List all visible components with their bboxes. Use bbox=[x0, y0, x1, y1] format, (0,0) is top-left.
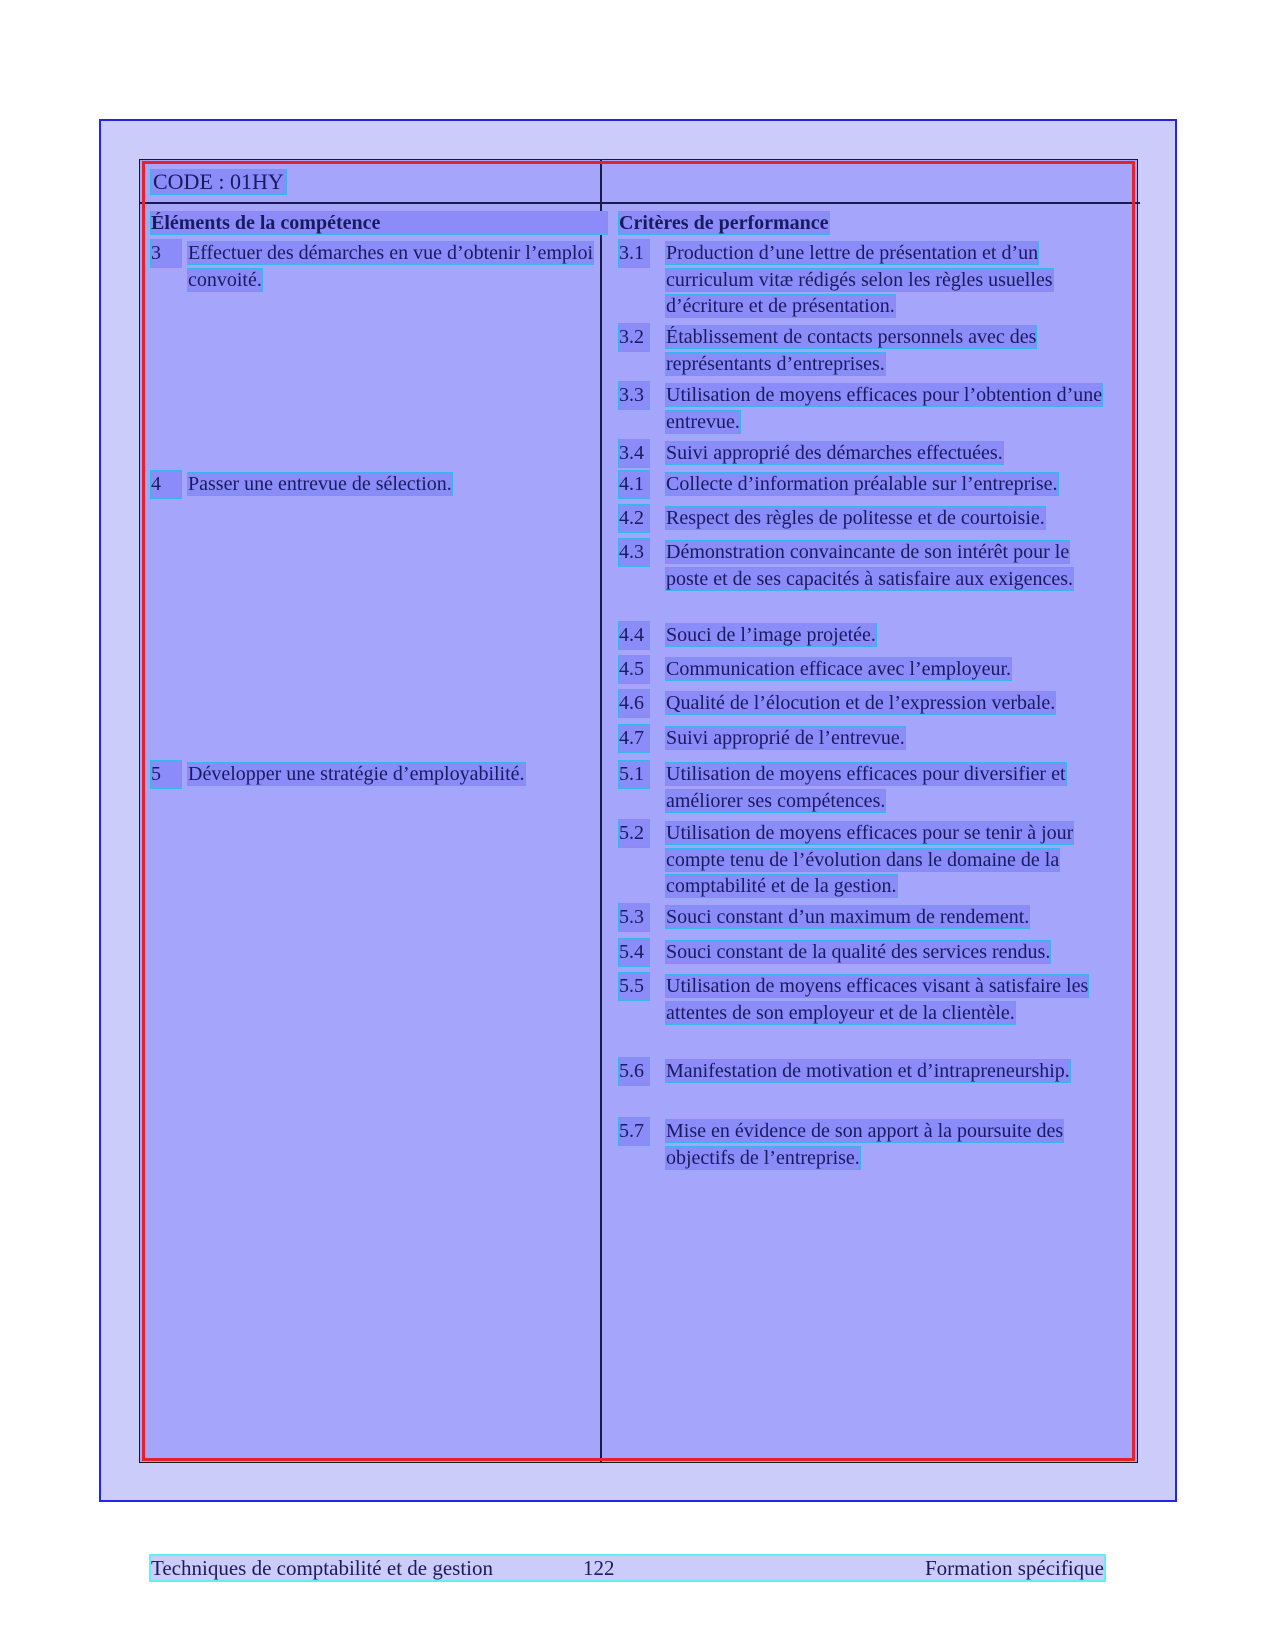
criterion-number: 3.1 bbox=[619, 240, 649, 267]
criterion-item bbox=[619, 725, 1116, 752]
criterion-text: Suivi approprié des démarches effectuées. bbox=[666, 442, 1003, 464]
element-text: Effectuer des démarches en vue d’obtenir l’emploi convoité. bbox=[188, 242, 594, 291]
criterion-number: 4.5 bbox=[619, 656, 649, 683]
criterion-number: 3.3 bbox=[619, 382, 649, 409]
criterion-text: Production d’une lettre de présentation et d’un curriculum vitæ rédigés selon les règles usuelles d’écriture et de présentation. bbox=[666, 242, 1053, 317]
competency-code: CODE : 01HY bbox=[153, 169, 284, 194]
criterion-number: 4.6 bbox=[619, 690, 649, 717]
element-item bbox=[151, 471, 606, 498]
criterion-number: 4.4 bbox=[619, 622, 649, 649]
criterion-number: 5.3 bbox=[619, 904, 649, 931]
criterion-text: Utilisation de moyens efficaces visant à satisfaire les attentes de son employeur et de la clientèle. bbox=[666, 975, 1089, 1024]
criterion-item bbox=[619, 904, 1116, 931]
criterion-text: Souci constant d’un maximum de rendement. bbox=[666, 906, 1030, 928]
criterion-number: 3.4 bbox=[619, 440, 649, 467]
criterion-number: 5.5 bbox=[619, 973, 649, 1000]
criterion-number: 5.4 bbox=[619, 939, 649, 966]
criterion-text: Manifestation de motivation et d’intrapreneurship. bbox=[666, 1060, 1070, 1082]
element-number: 4 bbox=[151, 471, 181, 498]
criterion-number: 5.2 bbox=[619, 820, 649, 847]
element-number: 5 bbox=[151, 761, 181, 788]
element-text: Développer une stratégie d’employabilité. bbox=[188, 763, 525, 785]
criterion-number: 4.3 bbox=[619, 539, 649, 566]
criterion-number: 5.1 bbox=[619, 761, 649, 788]
element-number: 3 bbox=[151, 240, 181, 267]
criterion-item bbox=[619, 622, 1116, 649]
footer-program: Techniques de comptabilité et de gestion bbox=[151, 1556, 494, 1580]
criterion-item bbox=[619, 656, 1116, 683]
criterion-item bbox=[619, 471, 1116, 498]
element-text: Passer une entrevue de sélection. bbox=[188, 473, 452, 495]
criterion-text: Utilisation de moyens efficaces pour diversifier et améliorer ses compétences. bbox=[666, 763, 1066, 812]
criterion-item bbox=[619, 820, 1116, 900]
criterion-item bbox=[619, 240, 1116, 320]
element-item bbox=[151, 761, 606, 788]
criterion-item bbox=[619, 505, 1116, 532]
criterion-text: Qualité de l’élocution et de l’expression verbale. bbox=[666, 692, 1056, 714]
footer-section: Formation spécifique bbox=[924, 1556, 1104, 1580]
criterion-number: 4.7 bbox=[619, 725, 649, 752]
criterion-text: Mise en évidence de son apport à la poursuite des objectifs de l’entreprise. bbox=[666, 1120, 1064, 1169]
page-footer bbox=[151, 1556, 1104, 1580]
criteria-header: Critères de performance bbox=[619, 212, 829, 234]
criterion-item bbox=[619, 324, 1116, 377]
elements-header: Éléments de la compétence bbox=[151, 212, 607, 234]
criterion-text: Communication efficace avec l’employeur. bbox=[666, 658, 1012, 680]
criterion-item bbox=[619, 1118, 1116, 1171]
column-divider bbox=[600, 159, 602, 1463]
criterion-text: Utilisation de moyens efficaces pour se tenir à jour compte tenu de l’évolution dans le domaine de la comptabilité et de la gestion. bbox=[666, 822, 1074, 897]
criterion-text: Établissement de contacts personnels avec des représentants d’entreprises. bbox=[666, 326, 1037, 375]
header-row-divider bbox=[139, 202, 1140, 204]
criterion-number: 4.1 bbox=[619, 471, 649, 498]
criterion-number: 5.6 bbox=[619, 1058, 649, 1085]
criterion-item bbox=[619, 382, 1116, 435]
criterion-item bbox=[619, 690, 1116, 717]
criterion-text: Souci constant de la qualité des services rendus. bbox=[666, 941, 1051, 963]
criterion-text: Suivi approprié de l’entrevue. bbox=[666, 727, 905, 749]
criterion-item bbox=[619, 539, 1116, 592]
criterion-item bbox=[619, 440, 1116, 467]
criterion-number: 4.2 bbox=[619, 505, 649, 532]
criterion-number: 5.7 bbox=[619, 1118, 649, 1145]
criterion-item bbox=[619, 939, 1116, 966]
criterion-number: 3.2 bbox=[619, 324, 649, 351]
page-number: 122 bbox=[583, 1556, 615, 1580]
criterion-text: Collecte d’information préalable sur l’entreprise. bbox=[666, 473, 1058, 495]
element-item bbox=[151, 240, 606, 293]
criterion-text: Souci de l’image projetée. bbox=[666, 624, 876, 646]
criterion-text: Respect des règles de politesse et de courtoisie. bbox=[666, 507, 1045, 529]
criterion-text: Utilisation de moyens efficaces pour l’obtention d’une entrevue. bbox=[666, 384, 1103, 433]
criterion-item bbox=[619, 761, 1116, 814]
criterion-item bbox=[619, 1058, 1116, 1085]
criterion-item bbox=[619, 973, 1116, 1026]
criterion-text: Démonstration convaincante de son intérêt pour le poste et de ses capacités à satisfaire aux exigences. bbox=[666, 541, 1074, 590]
